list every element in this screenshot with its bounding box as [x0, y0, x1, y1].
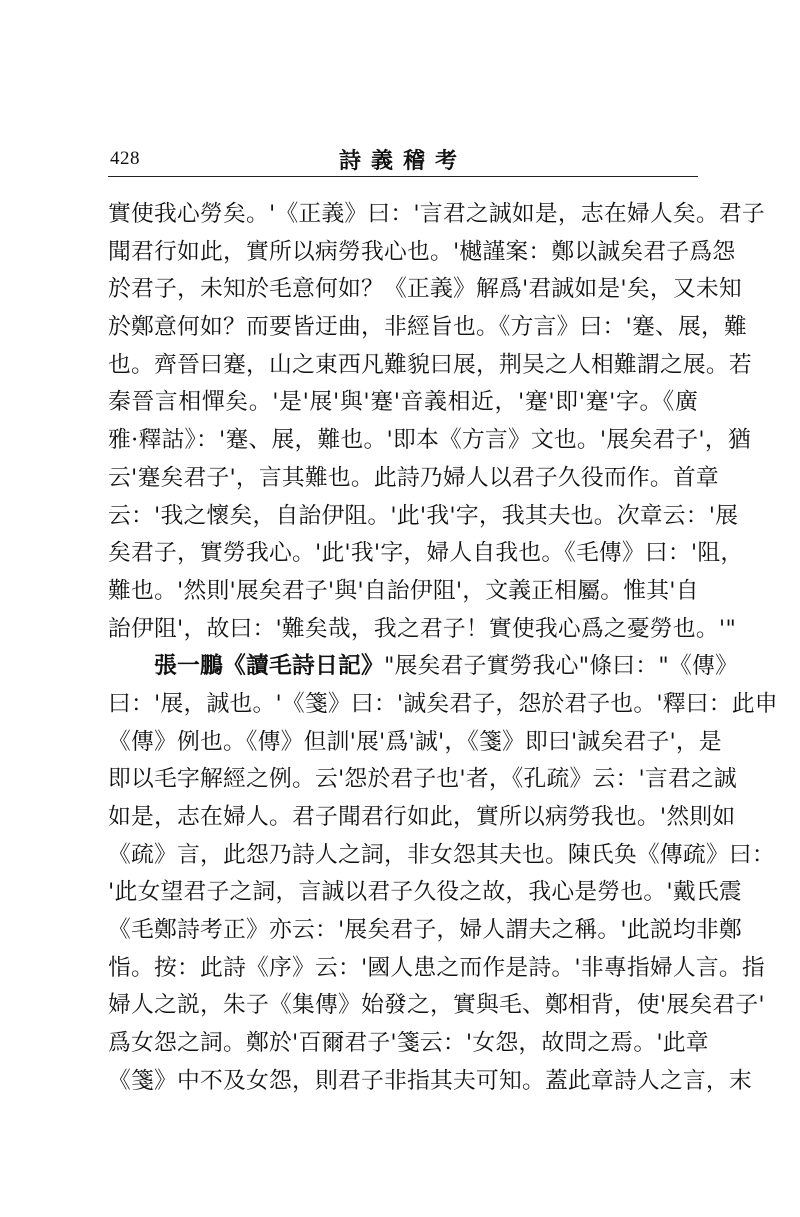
text-line: 云：'我之懷矣，自詒伊阻。'此'我'字，我其夫也。次章云：'展: [108, 502, 739, 529]
header-rule: [108, 176, 698, 177]
text-line: 婦人之説，朱子《集傳》始發之，實與毛、鄭相背，使'展矣君子': [108, 992, 765, 1019]
text-line: '此女望君子之詞，言誠以君子久役之故，我心是勞也。'戴氏震: [108, 879, 742, 906]
paragraph-2: [108, 648, 778, 1100]
text-line: 矣君子，實勞我心。'此'我'字，婦人自我也。《毛傳》曰：'阻，: [108, 540, 744, 567]
text-line: 《傳》例也。《傳》但訓'展'爲'誠'，《箋》即曰'誠矣君子'，是: [108, 728, 722, 755]
running-title: 詩義稽考: [338, 148, 467, 174]
text-line: 曰：'展，誠也。'《箋》曰：'誠矣君子，怨於君子也。'釋曰：此申: [108, 690, 778, 717]
paragraph-1: [108, 196, 765, 648]
text-line: 《毛鄭詩考正》亦云：'展矣君子，婦人謂夫之稱。'此説均非鄭: [108, 917, 742, 944]
text-line: 如是，志在婦人。君子聞君行如此，實所以病勞我也。'然則如: [108, 804, 736, 830]
text-line: 爲女怨之詞。鄭於'百爾君子'箋云：'女怨，故問之焉。'此章: [108, 1030, 709, 1057]
text-line-lead: [108, 648, 738, 686]
page-header: [108, 140, 698, 176]
text-line: 《箋》中不及女怨，則君子非指其夫可知。蓋此章詩人之言，末: [108, 1067, 752, 1094]
text-line: 恉。按：此詩《序》云：'國人患之而作是詩。'非專指婦人言。指: [108, 954, 765, 981]
page-body: [108, 196, 778, 1101]
lead-citation: 張一鵬《讀毛詩日記》: [154, 653, 384, 680]
text-line: 實使我心勞矣。'《正義》曰：'言君之誠如是，志在婦人矣。君子: [108, 201, 765, 227]
page-number: 428: [110, 148, 140, 169]
text-line: 詒伊阻'，故曰：'難矣哉，我之君子！實使我心爲之憂勞也。'": [108, 615, 737, 642]
text-line: 難也。'然則'展矣君子'與'自詒伊阻'，文義正相屬。惟其'自: [108, 577, 699, 604]
text-line: 也。齊晉曰蹇，山之東西凡難貌曰展，荆吴之人相難謂之展。若: [108, 351, 752, 378]
text-line: 雅·釋詁》：'蹇、展，難也。'即本《方言》文也。'展矣君子'，猶: [108, 427, 751, 454]
text-line: 於君子，未知於毛意何如？《正義》解爲'君誠如是'矣，又未知: [108, 276, 742, 303]
text-line: 即以毛字解經之例。云'怨於君子也'者，《孔疏》云：'言君之誠: [108, 766, 737, 793]
text-line: 云'蹇矣君子'，言其難也。此詩乃婦人以君子久役而作。首章: [108, 464, 719, 491]
text-line: 秦晉言相憚矣。'是'展'與'蹇'音義相近，'蹇'即'蹇'字。《廣: [108, 389, 698, 416]
text-line: 《疏》言，此怨乃詩人之詞，非女怨其夫也。陳氏奂《傳疏》曰：: [108, 841, 775, 868]
text-line: 聞君行如此，實所以病勞我心也。'樾謹案：鄭以誠矣君子爲怨: [108, 238, 736, 265]
lead-line-rest: "展矣君子實勞我心"條曰："《傳》: [383, 653, 738, 680]
text-line: 於鄭意何如？而要皆迂曲，非經旨也。《方言》曰：'蹇、展，難: [108, 314, 747, 341]
